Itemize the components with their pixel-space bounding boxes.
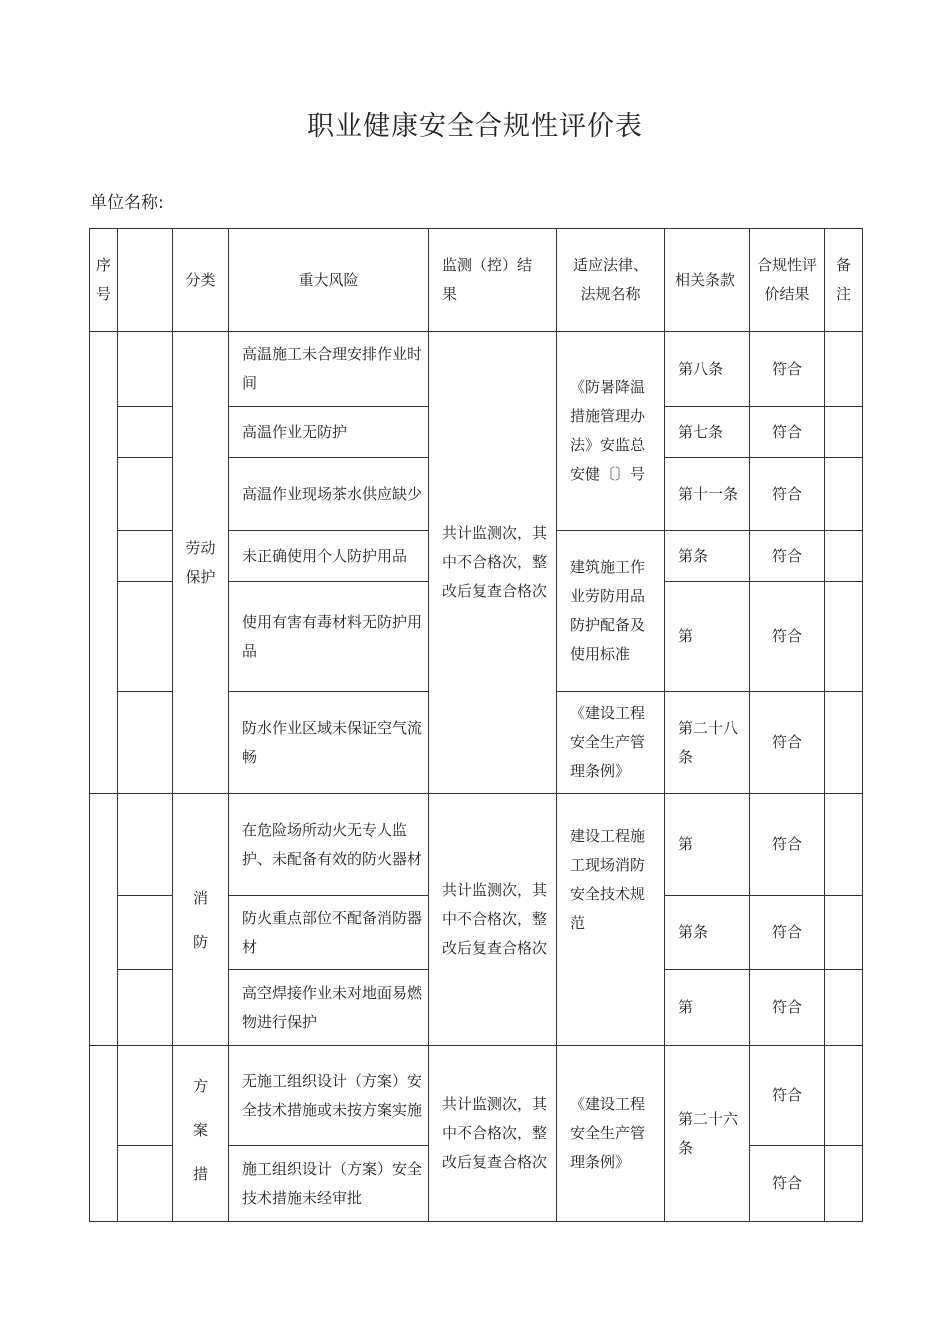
result-cell: 符合 bbox=[750, 531, 825, 582]
monitor-cell: 共计监测次，其中不合格次，整改后复查合格次 bbox=[429, 332, 557, 794]
header-category: 分类 bbox=[173, 229, 229, 332]
remark-cell bbox=[825, 1146, 863, 1222]
risk-cell: 防水作业区域未保证空气流畅 bbox=[229, 692, 429, 794]
result-cell: 符合 bbox=[750, 407, 825, 458]
category-cell: 方案措 bbox=[173, 1046, 229, 1222]
monitor-cell: 共计监测次，其中不合格次，整改后复查合格次 bbox=[429, 1046, 557, 1222]
monitor-cell: 共计监测次，其中不合格次，整改后复查合格次 bbox=[429, 794, 557, 1046]
header-law: 适应法律、法规名称 bbox=[557, 229, 665, 332]
risk-cell: 高温施工未合理安排作业时间 bbox=[229, 332, 429, 407]
blank-cell bbox=[118, 794, 173, 896]
risk-cell: 使用有害有毒材料无防护用品 bbox=[229, 582, 429, 692]
result-cell: 符合 bbox=[750, 970, 825, 1046]
risk-cell: 在危险场所动火无专人监护、未配备有效的防火器材 bbox=[229, 794, 429, 896]
risk-cell: 高空焊接作业未对地面易燃物进行保护 bbox=[229, 970, 429, 1046]
remark-cell bbox=[825, 896, 863, 970]
category-cell: 劳动保护 bbox=[173, 332, 229, 794]
remark-cell bbox=[825, 531, 863, 582]
article-cell: 第二十六条 bbox=[665, 1046, 750, 1222]
article-cell: 第 bbox=[665, 794, 750, 896]
header-article: 相关条款 bbox=[665, 229, 750, 332]
blank-cell bbox=[118, 582, 173, 692]
category-cell: 消防 bbox=[173, 794, 229, 1046]
law-cell: 建设工程施工现场消防安全技术规范 bbox=[557, 794, 665, 1046]
law-cell: 《建设工程安全生产管理条例》 bbox=[557, 692, 665, 794]
table-header-row bbox=[90, 229, 863, 332]
header-result: 合规性评价结果 bbox=[750, 229, 825, 332]
blank-cell bbox=[118, 458, 173, 531]
blank-cell bbox=[118, 531, 173, 582]
unit-name-label: 单位名称: bbox=[90, 193, 164, 213]
article-cell: 第条 bbox=[665, 531, 750, 582]
result-cell: 符合 bbox=[750, 1046, 825, 1146]
result-cell: 符合 bbox=[750, 582, 825, 692]
law-cell: 《防暑降温措施管理办法》安监总安健〔〕号 bbox=[557, 332, 665, 531]
no-cell bbox=[90, 794, 118, 1046]
blank-cell bbox=[118, 407, 173, 458]
blank-cell bbox=[118, 970, 173, 1046]
table-row bbox=[90, 332, 863, 407]
result-cell: 符合 bbox=[750, 794, 825, 896]
header-blank bbox=[118, 229, 173, 332]
article-cell: 第十一条 bbox=[665, 458, 750, 531]
header-risk: 重大风险 bbox=[229, 229, 429, 332]
result-cell: 符合 bbox=[750, 458, 825, 531]
table-row bbox=[90, 794, 863, 896]
no-cell bbox=[90, 332, 118, 794]
blank-cell bbox=[118, 1046, 173, 1146]
risk-cell: 未正确使用个人防护用品 bbox=[229, 531, 429, 582]
remark-cell bbox=[825, 582, 863, 692]
result-cell: 符合 bbox=[750, 1146, 825, 1222]
article-cell: 第条 bbox=[665, 896, 750, 970]
article-cell: 第七条 bbox=[665, 407, 750, 458]
result-cell: 符合 bbox=[750, 896, 825, 970]
header-remark: 备注 bbox=[825, 229, 863, 332]
remark-cell bbox=[825, 458, 863, 531]
risk-cell: 高温作业现场茶水供应缺少 bbox=[229, 458, 429, 531]
table-row bbox=[90, 1046, 863, 1146]
article-cell: 第 bbox=[665, 970, 750, 1046]
blank-cell bbox=[118, 1146, 173, 1222]
remark-cell bbox=[825, 692, 863, 794]
result-cell: 符合 bbox=[750, 332, 825, 407]
risk-cell: 无施工组织设计（方案）安全技术措施或未按方案实施 bbox=[229, 1046, 429, 1146]
blank-cell bbox=[118, 692, 173, 794]
article-cell: 第八条 bbox=[665, 332, 750, 407]
remark-cell bbox=[825, 1046, 863, 1146]
law-cell: 建筑施工作业劳防用品防护配备及使用标准 bbox=[557, 531, 665, 692]
risk-cell: 防火重点部位不配备消防器材 bbox=[229, 896, 429, 970]
header-no: 序号 bbox=[90, 229, 118, 332]
law-cell: 《建设工程安全生产管理条例》 bbox=[557, 1046, 665, 1222]
article-cell: 第 bbox=[665, 582, 750, 692]
remark-cell bbox=[825, 407, 863, 458]
no-cell bbox=[90, 1046, 118, 1222]
result-cell: 符合 bbox=[750, 692, 825, 794]
risk-cell: 高温作业无防护 bbox=[229, 407, 429, 458]
risk-cell: 施工组织设计（方案）安全技术措施未经审批 bbox=[229, 1146, 429, 1222]
header-monitor: 监测（控）结果 bbox=[429, 229, 557, 332]
remark-cell bbox=[825, 332, 863, 407]
remark-cell bbox=[825, 970, 863, 1046]
article-cell: 第二十八条 bbox=[665, 692, 750, 794]
evaluation-table bbox=[89, 228, 863, 1222]
remark-cell bbox=[825, 794, 863, 896]
blank-cell bbox=[118, 896, 173, 970]
page-title: 职业健康安全合规性评价表 bbox=[307, 111, 643, 142]
blank-cell bbox=[118, 332, 173, 407]
